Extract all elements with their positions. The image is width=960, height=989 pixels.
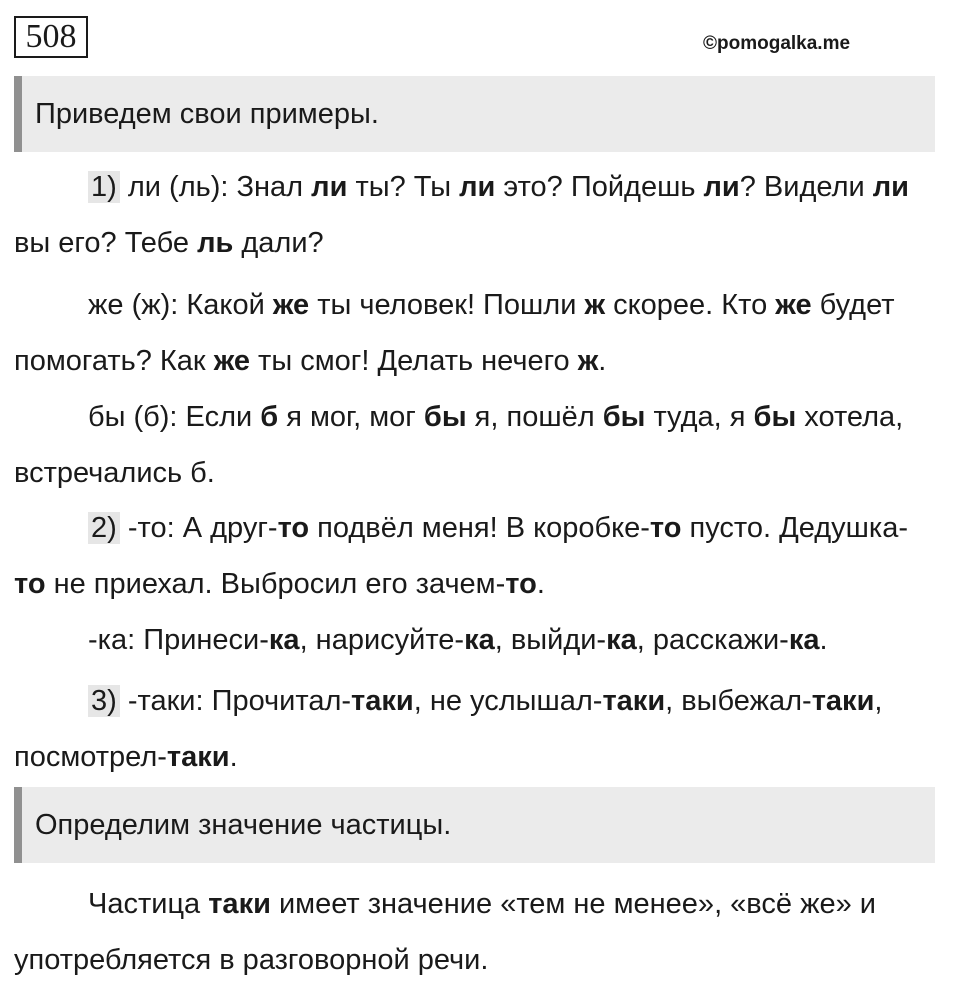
paragraph-zhe (14, 277, 938, 389)
text-run: -таки: Прочитал- (119, 685, 352, 717)
paragraph-meaning (14, 876, 938, 988)
paragraph-by (14, 389, 938, 501)
text-run: ты? Ты (347, 171, 460, 203)
particle-highlight: ж (584, 289, 606, 321)
source-watermark: ©pomogalka.me (703, 33, 851, 54)
particle-highlight: бы (753, 401, 797, 433)
particle-highlight: то (505, 568, 537, 600)
particle-highlight: бы (423, 401, 467, 433)
text-run: -ка: Принеси- (88, 624, 269, 656)
particle-highlight: же (775, 289, 812, 321)
text-run: Частица (88, 888, 209, 920)
paragraph-to (14, 500, 938, 612)
text-run: пусто. Дедушка- (681, 512, 909, 544)
text-run: , выйди- (494, 624, 607, 656)
particle-highlight: ка (788, 624, 820, 656)
particle-highlight: же (213, 345, 250, 377)
text-run: не приехал. Выбросил его зачем- (45, 568, 506, 600)
paragraph-ka (14, 612, 938, 668)
particle-highlight: таки (166, 741, 230, 773)
particle-highlight: же (272, 289, 310, 321)
item-marker: 2) (88, 512, 120, 544)
text-run: . (229, 741, 238, 773)
paragraph-taki (14, 673, 938, 785)
exercise-number: 508 (14, 16, 88, 58)
text-run: , не услышал- (413, 685, 603, 717)
text-run: же (ж): Какой (88, 289, 273, 321)
particle-highlight: таки (602, 685, 666, 717)
text-run: , расскажи- (636, 624, 789, 656)
text-run: будет помогать? Как (14, 289, 895, 377)
item-marker: 1) (88, 171, 120, 203)
particle-highlight: таки (208, 888, 271, 920)
particle-highlight: ка (268, 624, 300, 656)
particle-highlight: то (14, 568, 46, 600)
text-run: имеет значение «тем не менее», «всё же» и употребляется в разговорной речи. (14, 888, 876, 976)
particle-highlight: бы (602, 401, 646, 433)
text-run: -то: А друг- (119, 512, 278, 544)
text-run: , посмотрел- (14, 685, 883, 773)
text-run: . (598, 345, 607, 377)
section-heading-examples: Приведем свои примеры. (14, 76, 935, 152)
section-heading-meaning: Определим значение частицы. (14, 787, 935, 863)
particle-highlight: ж (577, 345, 599, 377)
particle-highlight: то (649, 512, 682, 544)
text-run: ты смог! Делать нечего (250, 345, 578, 377)
particle-highlight: ли (703, 171, 740, 203)
text-run: туда, я (645, 401, 754, 433)
particle-highlight: ка (606, 624, 637, 656)
particle-highlight: таки (811, 685, 875, 717)
text-run: бы (б): Если (88, 401, 261, 433)
particle-highlight: то (277, 512, 310, 544)
text-run: , выбежал- (665, 685, 812, 717)
text-run: ли (ль): Знал (119, 171, 312, 203)
particle-highlight: ка (464, 624, 495, 656)
text-run: . (819, 624, 828, 656)
item-marker: 3) (88, 685, 120, 717)
text-run: хотела, встречались б. (14, 401, 904, 489)
particle-highlight: таки (351, 685, 414, 717)
text-run: я мог, мог (278, 401, 424, 433)
particle-highlight: ль (197, 227, 234, 259)
text-run: , нарисуйте- (299, 624, 465, 656)
paragraph-li (14, 159, 938, 271)
text-run: подвёл меня! В коробке- (309, 512, 650, 544)
particle-highlight: ли (311, 171, 348, 203)
text-run: это? Пойдешь (495, 171, 704, 203)
particle-highlight: ли (459, 171, 496, 203)
particle-highlight: б (260, 401, 279, 433)
text-run: ты человек! Пошли (309, 289, 585, 321)
text-run: вы его? Тебе (14, 227, 198, 259)
text-run: . (536, 568, 545, 600)
text-run: я, пошёл (466, 401, 603, 433)
particle-highlight: ли (872, 171, 909, 203)
text-run: дали? (233, 227, 324, 259)
text-run: ? Видели (739, 171, 873, 203)
text-run: скорее. Кто (605, 289, 776, 321)
